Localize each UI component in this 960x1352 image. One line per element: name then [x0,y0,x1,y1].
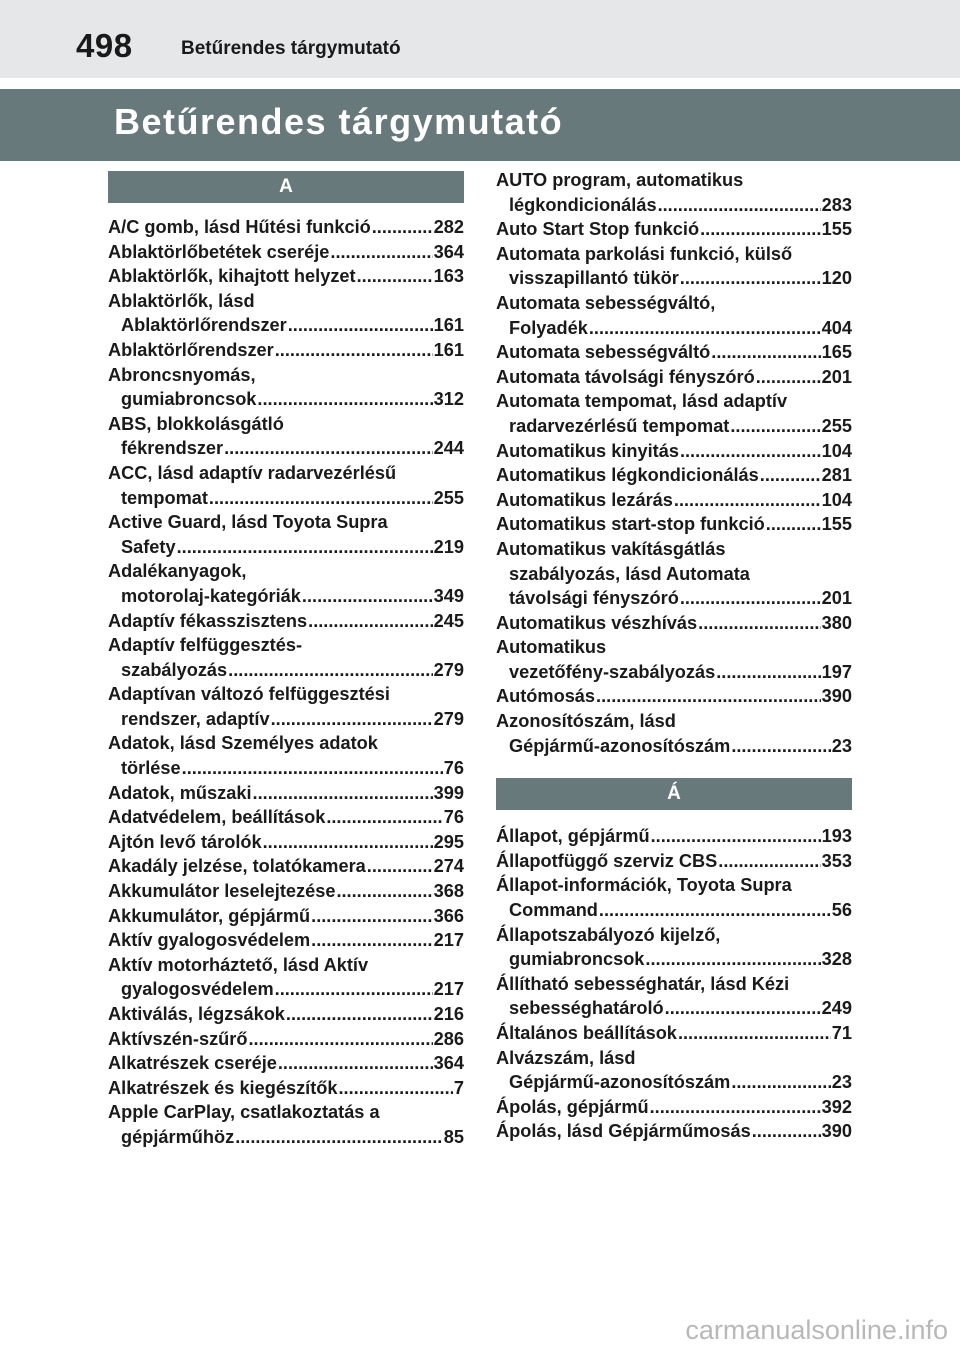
index-entry [108,879,464,904]
dot-leader [288,313,433,338]
index-entry [108,1076,464,1101]
entry-page-number: 76 [443,758,464,779]
dot-leader [286,1002,433,1027]
index-entry [496,873,852,922]
dot-leader [339,1076,453,1101]
index-entry [496,709,852,758]
index-entry [108,1027,464,1052]
dot-leader [271,707,433,732]
entry-page-number: 216 [433,1004,464,1024]
dot-leader [760,463,821,488]
index-entry [496,365,852,390]
dot-leader [680,439,821,464]
entry-term: Automatikus vakításgátlás [496,538,726,559]
dot-leader [589,316,821,341]
entry-page-number: 279 [433,708,464,729]
entry-term: Automatikus [496,637,607,658]
entry-page-number: 219 [433,536,464,557]
entry-term: Ápolás, gépjármű [496,1096,649,1117]
index-entry [496,463,852,488]
entry-term: Adatvédelem, beállítások [108,807,326,828]
index-entry [496,1046,852,1095]
index-entry [496,242,852,291]
entry-page-number: 283 [821,194,852,215]
entry-term: Adaptívan változó felfüggesztési [108,684,390,705]
entry-page-number: 165 [821,342,852,363]
dot-leader [645,947,820,972]
dot-leader [678,1021,831,1046]
index-entry [496,488,852,513]
entry-term: fékrendszer [121,438,224,459]
entry-page-number: 282 [433,217,464,237]
entry-term: Adatok, lásd Személyes adatok [108,733,378,754]
index-entry [496,635,852,684]
entry-page-number: 155 [821,514,852,535]
index-entry [496,611,852,636]
entry-term: sebességhatároló [509,998,664,1019]
index-column-right [496,168,852,1144]
index-entry [108,904,464,929]
index-entry [496,537,852,611]
entry-page-number: 104 [821,440,852,461]
entry-term: ACC, lásd adaptív radarvezérlésű [108,462,397,483]
index-entry [496,684,852,709]
entry-term: Ablaktörlőrendszer [108,339,274,360]
header-title: Betűrendes tárgymutató [181,38,401,59]
entry-page-number: 23 [831,1072,852,1093]
entry-term: Automata parkolási funkció, külső [496,243,793,264]
entry-term: Gépjármű-azonosítószám [509,1072,731,1093]
dot-leader [326,805,442,830]
index-entry [108,805,464,830]
entry-term: Aktívszén-szűrő [108,1028,248,1049]
entry-term: légkondicionálás [509,194,657,215]
dot-leader [665,996,821,1021]
dot-leader [674,488,821,513]
dot-leader [731,1070,830,1095]
dot-leader [752,1119,821,1144]
index-entry [496,217,852,242]
entry-term: Automatikus vészhívás [496,612,698,633]
dot-leader [228,658,432,683]
entry-term: rendszer, adaptív [121,708,270,729]
index-entry [108,928,464,953]
dot-leader [248,1027,432,1052]
index-entry [108,264,464,289]
dot-leader [302,584,433,609]
entry-term: AUTO program, automatikus [496,170,744,190]
entry-term: Alvázszám, lásd [496,1047,636,1068]
entry-term: Általános beállítások [496,1023,677,1043]
entry-term: Auto Start Stop funkció [496,219,700,240]
entry-term: Azonosítószám, lásd [496,711,676,732]
entry-term: szabályozás, lásd Automata [509,563,750,584]
entry-term: Automata sebességváltó, [496,292,716,313]
dot-leader [367,854,433,879]
dot-leader [680,266,821,291]
entry-term: Automatikus kinyitás [496,440,679,461]
entry-term: Gépjármű-azonosítószám [509,735,731,756]
dot-leader [253,781,433,806]
dot-leader [680,586,821,611]
entry-page-number: 399 [433,782,464,803]
entry-page-number: 364 [433,1053,464,1074]
entry-term: Alkatrészek és kiegészítők [108,1077,338,1098]
dot-leader [716,660,820,685]
entry-term: Automata sebességváltó [496,342,711,363]
entry-term: Ablaktörlőbetétek cseréje [108,241,330,262]
entry-term: Állapotszabályozó kijelző, [496,924,721,945]
entry-page-number: 217 [433,930,464,951]
entry-term: törlése [121,758,181,779]
dot-leader [650,1095,821,1120]
dot-leader [330,240,432,265]
dot-leader [718,849,820,874]
dot-leader [311,928,432,953]
entry-term: Automatikus lezárás [496,489,673,510]
entry-term: távolsági fényszóró [509,588,679,609]
entry-page-number: 312 [433,389,464,410]
entry-term: Adaptív fékasszisztens [108,610,308,631]
entry-page-number: 7 [453,1077,464,1098]
entry-term: Akkumulátor leselejtezése [108,881,336,902]
entry-page-number: 295 [433,831,464,852]
dot-leader [336,879,432,904]
page-number: 498 [76,27,133,64]
index-entry [496,291,852,340]
entry-page-number: 217 [433,979,464,1000]
entry-page-number: 120 [821,268,852,289]
page-header [0,0,960,78]
entry-term: tempomat [121,487,208,508]
entry-term: visszapillantó tükör [509,268,679,289]
index-entry [108,1100,464,1149]
entry-page-number: 255 [433,487,464,508]
entry-page-number: 364 [433,241,464,262]
entry-page-number: 155 [821,219,852,240]
index-entry [108,609,464,634]
dot-leader [698,611,820,636]
entry-term: Állítható sebességhatár, lásd Kézi [496,973,790,994]
entry-page-number: 349 [433,585,464,606]
entry-page-number: 279 [433,659,464,680]
index-entry [108,289,464,338]
entry-term: Automatikus start-stop funkció [496,514,765,535]
dot-leader [263,830,433,855]
entry-term: Akkumulátor, gépjármű [108,905,311,926]
entry-term: Folyadék [509,317,588,338]
entry-term: Akadály jelzése, tolatókamera [108,856,366,877]
entry-term: Adatok, műszaki [108,782,252,803]
index-entry [108,854,464,879]
index-entry [108,633,464,682]
entry-page-number: 104 [821,489,852,510]
index-entry [496,168,852,217]
index-entry [108,338,464,363]
entry-term: motorolaj-kategóriák [121,585,301,606]
index-entry [108,1051,464,1076]
entry-term: szabályozás [121,659,228,680]
entry-term: Apple CarPlay, csatlakoztatás a [108,1102,380,1123]
entry-page-number: 392 [821,1096,852,1117]
index-entry [496,340,852,365]
entry-term: gyalogosvédelem [121,979,274,1000]
entry-page-number: 201 [821,588,852,609]
index-column-left [108,171,464,1150]
index-entry [496,824,852,849]
dot-leader [278,1051,433,1076]
dot-leader [596,684,821,709]
entry-page-number: 366 [433,905,464,926]
index-entry [496,1119,852,1144]
dot-leader [766,512,821,537]
entry-term: radarvezérlésű tempomat [509,415,730,436]
index-entry [108,240,464,265]
page-title: Betűrendes tárgymutató [114,101,564,142]
entry-term: Aktiválás, légzsákok [108,1004,285,1024]
entry-page-number: 161 [433,315,464,336]
section-header: A [108,171,464,203]
entry-term: Állapotfüggő szerviz CBS [496,850,718,871]
entry-term: Autómosás [496,686,596,707]
index-entry [108,682,464,731]
index-entry [496,1021,852,1046]
index-entry [108,781,464,806]
entry-term: Active Guard, lásd Toyota Supra [108,512,388,533]
dot-leader [658,193,821,218]
dot-leader [756,365,821,390]
index-entry [496,439,852,464]
index-entry [496,972,852,1021]
index-entry [496,512,852,537]
dot-leader [651,824,821,849]
entry-term: Állapot, gépjármű [496,826,650,847]
entry-term: vezetőfény-szabályozás [509,661,716,682]
entry-term: Abroncsnyomás, [108,364,256,385]
entry-page-number: 390 [821,686,852,707]
index-entry [108,215,464,240]
entry-page-number: 353 [821,850,852,871]
entry-page-number: 161 [433,339,464,360]
entry-page-number: 390 [821,1121,852,1142]
dot-leader [711,340,820,365]
entry-page-number: 197 [821,661,852,682]
dot-leader [357,264,433,289]
index-entry [108,1002,464,1027]
entry-term: Safety [121,536,176,557]
entry-term: Automata távolsági fényszóró [496,366,755,387]
entry-page-number: 255 [821,415,852,436]
entry-page-number: 274 [433,856,464,877]
entry-page-number: 163 [433,266,464,287]
dot-leader [224,436,433,461]
dot-leader [730,414,820,439]
entry-term: Ápolás, lásd Gépjárműmosás [496,1121,751,1142]
index-entry [496,389,852,438]
entry-page-number: 56 [831,900,852,921]
entry-page-number: 76 [443,807,464,828]
entry-term: Ablaktörlők, kihajtott helyzet [108,266,356,287]
index-entry [496,1095,852,1120]
entry-page-number: 286 [433,1028,464,1049]
entry-term: Automatikus légkondicionálás [496,465,759,486]
dot-leader [257,387,432,412]
entry-page-number: 244 [433,438,464,459]
dot-leader [209,486,433,511]
entry-term: Ajtón levő tárolók [108,831,262,852]
entry-page-number: 404 [821,317,852,338]
dot-leader [177,535,433,560]
entry-page-number: 380 [821,612,852,633]
dot-leader [599,898,831,923]
entry-page-number: 249 [821,998,852,1019]
entry-page-number: 193 [821,826,852,847]
entry-term: Adalékanyagok, [108,561,247,582]
entry-term: A/C gomb, lásd Hűtési funkció [108,217,371,237]
index-entry [496,849,852,874]
entry-term: Aktív motorháztető, lásd Aktív [108,954,369,975]
dot-leader [235,1125,443,1150]
index-entry [108,363,464,412]
entry-term: Command [509,900,598,921]
entry-page-number: 23 [831,735,852,756]
dot-leader [700,217,821,242]
entry-term: Adaptív felfüggesztés- [108,635,303,656]
dot-leader [311,904,433,929]
entry-term: Ablaktörlőrendszer [121,315,287,336]
entry-page-number: 71 [831,1023,852,1043]
entry-page-number: 328 [821,949,852,970]
entry-term: gépjárműhöz [121,1126,235,1147]
index-entry [108,731,464,780]
entry-page-number: 245 [433,610,464,631]
entry-term: Automata tempomat, lásd adaptív [496,391,788,412]
entry-term: ABS, blokkolásgátló [108,413,284,434]
watermark: carmanualsonline.info [685,1315,948,1345]
entry-term: Ablaktörlők, lásd [108,290,255,311]
index-entry [496,923,852,972]
section-header: Á [496,778,852,810]
entry-page-number: 281 [821,465,852,486]
entry-term: Aktív gyalogosvédelem [108,930,311,951]
entry-page-number: 368 [433,881,464,902]
entry-page-number: 85 [443,1126,464,1147]
index-entry [108,412,464,461]
dot-leader [275,338,433,363]
dot-leader [731,734,830,759]
dot-leader [372,215,433,240]
dot-leader [275,977,433,1002]
entry-term: Alkatrészek cseréje [108,1053,277,1074]
dot-leader [182,756,443,781]
dot-leader [308,609,433,634]
index-entry [108,510,464,559]
entry-term: Állapot-információk, Toyota Supra [496,875,792,896]
entry-page-number: 201 [821,366,852,387]
index-entry [108,559,464,608]
index-entry [108,461,464,510]
entry-term: gumiabroncsok [509,949,645,970]
index-entry [108,830,464,855]
index-entry [108,953,464,1002]
entry-term: gumiabroncsok [121,389,257,410]
